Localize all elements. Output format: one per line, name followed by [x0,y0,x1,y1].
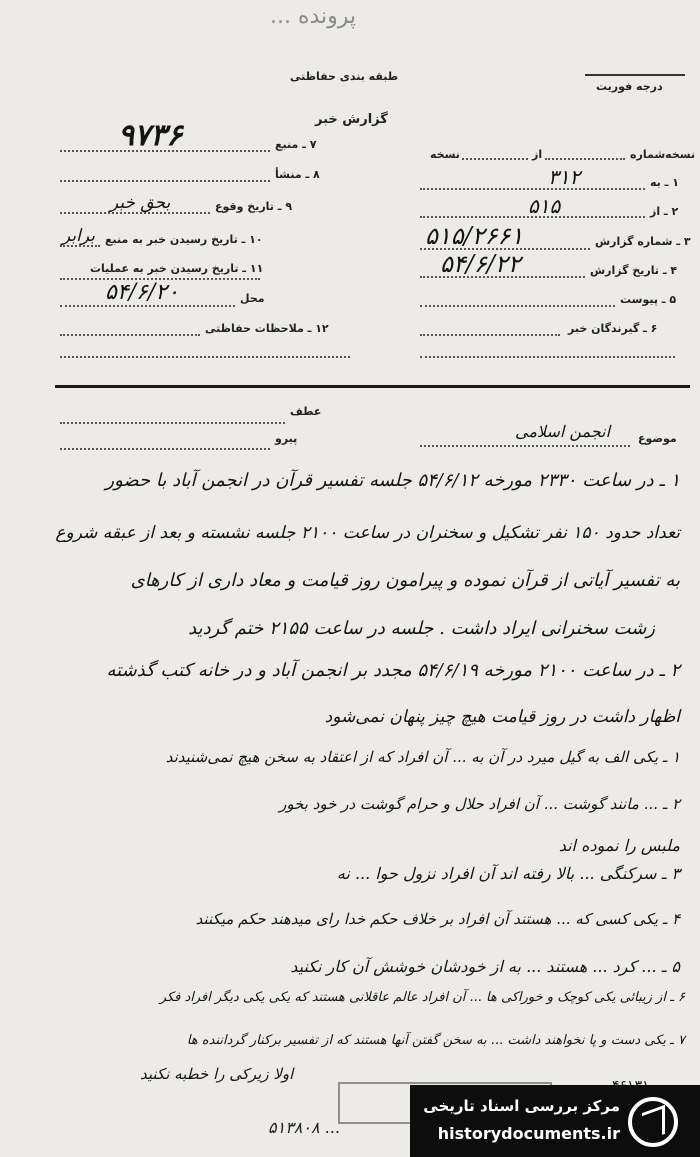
body-line-9: ملبس را نموده اند [558,836,680,855]
field-to-label: ۱ ـ به [650,176,679,189]
field-copy-label: نسخه [430,148,460,161]
field-report-date-value: ۵۴/۶/۲۲ [440,250,521,278]
watermark-logo-icon [628,1097,678,1147]
field-to-value: ۳۱۲ [548,165,581,189]
field-event-date-value: بحق خبر [110,193,171,213]
field-protective-notes-label: ۱۲ ـ ملاحظات حفاظتی [205,322,329,335]
body-line-7: ۱ ـ یکی الف به گیل میرد در آن به ... آن افراد که از اعتقاد به سخن هیچ نمی‌شنیدند [165,748,680,766]
field-attachment-line [420,305,615,307]
atf-line [60,422,285,424]
body-line-1: ۱ ـ در ساعت ۲۳۳۰ مورخه ۵۴/۶/۱۲ جلسه تفسیر قرآن در انجمن آباد با حضور [105,470,680,491]
body-line-5: ۲ ـ در ساعت ۲۱۰۰ مورخه ۵۴/۶/۱۹ مجدد بر انجمن آباد و در خانه کتب گذشته [106,660,680,681]
body-line-6: اظهار داشت در روز قیامت هیچ چیز پنهان نمی‌شود [324,707,680,727]
field-report-number-label: ۳ ـ شماره گزارش [595,235,691,248]
subject-value: انجمن اسلامی [515,422,611,441]
field-copy-number-line [545,158,625,160]
field-origin-line [60,180,270,182]
body-line-2: تعداد حدود ۱۵۰ نفر تشکیل و سخنران در ساعت ۲۱۰۰ جلسه نشسته و بعد از عبقه شروع [55,523,680,543]
field-source-value: ۹۷۳۶ [118,118,183,153]
field-location-line [60,305,235,307]
priority-label: درجه فوریت [596,80,663,93]
field-attachment-label: ۵ ـ پیوست [620,293,677,306]
classification-label: طبقه بندی حفاظتی [290,70,399,83]
field-event-date-label: ۹ ـ تاریخ وقوع [215,200,293,213]
body-line-4: زشت سخنرانی ایراد داشت . جلسه در ساعت ۲۱۵۵ ختم گردید [188,618,655,639]
body-line-3: به تفسیر آیاتی از قرآن نموده و پیرامون روز قیامت و معاد داری از کارهای [130,570,680,591]
faint-header-scribble: پرونده ... [270,4,357,29]
subject-line [420,445,630,447]
field-recipients-label: ۶ ـ گیرندگان خبر [568,322,658,335]
bottom-scribble: ۵۱۳۸۰۸ ... [268,1118,340,1137]
field-recipients-line-2 [420,356,675,358]
body-line-15: اولا زیرکی را خطبه نکنید [140,1065,294,1083]
field-from-value: ۵۱۵ [528,194,561,218]
peyro-line [60,448,270,450]
body-line-10: ۳ ـ سرکنگی ... بالا رفته اند آن افراد نزول حوا ... نه [336,864,680,883]
field-to-ops-date-label: ۱۱ ـ تاریخ رسیدن خبر به عملیات [90,262,264,275]
field-copy-number-label: نسخه‌شماره [630,148,696,161]
body-line-11: ۴ ـ یکی کسی که ... هستند آن افراد بر خلاف حکم خدا رای میدهند حکم میکنند [195,910,680,928]
field-to-line [420,188,645,190]
field-protective-notes-line-2 [60,356,350,358]
field-from-label: ۲ ـ از [650,205,679,218]
body-line-13: ۶ ـ از زیبائی یکی کوچک و خوراکی ها ... آن افراد عالم عاقلانی هستند که یکی یکی دیگر افراد فکر [159,990,685,1005]
field-location-value: ۵۴/۶/۲۰ [105,280,179,305]
section-divider [55,385,690,388]
watermark-url: historydocuments.ir [437,1124,620,1143]
field-recipients-line [420,334,560,336]
peyro-label: پیرو [275,432,298,445]
field-to-source-date-value: برابر [62,226,95,246]
watermark-text: مرکز بررسی اسناد تاریخی [423,1097,620,1115]
body-line-12: ۵ ـ ... کرد ... هستند ... به از خودشان خوشش آن کار نکنید [290,957,680,976]
field-copy-of-line [462,158,528,160]
field-protective-notes-line [60,334,200,336]
priority-underline [585,74,685,76]
field-location-label: محل [240,292,265,305]
field-origin-label: ۸ ـ منشأ [275,168,320,181]
subject-label: موضوع [638,432,677,445]
field-report-date-label: ۴ ـ تاریخ گزارش [590,264,678,277]
form-title: گزارش خبر [315,112,388,127]
field-source-label: ۷ ـ منبع [275,138,317,151]
field-report-number-value: ۵۱۵/۲۶۶۱ [425,222,524,250]
field-to-source-date-label: ۱۰ ـ تاریخ رسیدن خبر به منبع [105,233,263,246]
atf-label: عطف [290,405,322,418]
field-copy-of-label: از [532,148,543,161]
body-line-14: ۷ ـ یکی دست و پا نخواهند داشت ... به سخن گفتن آنها هستند که از تفسیر برکنار گرداننده ها [186,1033,685,1048]
body-line-8: ۲ ـ ... مانند گوشت ... آن افراد حلال و حرام گوشت در خود بخور [279,795,680,813]
